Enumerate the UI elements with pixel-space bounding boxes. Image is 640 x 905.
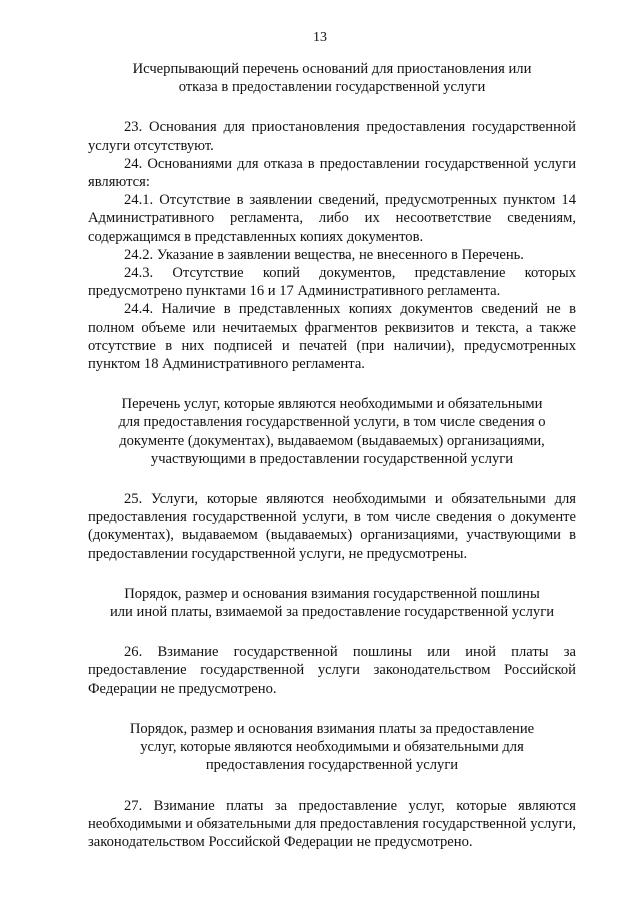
heading-line: документе (документах), выдаваемом (выдаваемых) организациями, [119,432,545,449]
heading-line: Исчерпывающий перечень оснований для приостановления или [132,61,532,77]
heading-line: Порядок, размер и основания взимания платы за предоставление [129,720,535,737]
section-heading-service-fee [88,720,576,775]
paragraph-27: 27. Взимание платы за предоставление услуг, которые являются необходимыми и обязательными для предоставления государственной услуги, законодательством Российской Федерации не предусмотрено. [88,797,576,850]
paragraph-24-1: 24.1. Отсутствие в заявлении сведений, предусмотренных пунктом 14 Административного регламента, либо их несоответствие сведениям, содержащимся в представленных копиях документов. [88,192,576,245]
heading-line: или иной платы, взимаемой за предоставление государственной услуги [109,604,555,621]
section-heading-required-services [88,395,576,468]
heading-line: Порядок, размер и основания взимания государственной пошлины [124,585,540,602]
document-body [88,60,576,851]
heading-line: отказа в предоставлении государственной услуги [178,79,486,96]
paragraph-26: 26. Взимание государственной пошлины или иной платы за предоставление государственной услуги законодательством Российской Федерации не предусмотрено. [88,644,576,697]
section-heading-refusal-grounds [88,60,576,96]
paragraph-24-4: 24.4. Наличие в представленных копиях документов сведений не в полном объеме или нечитаемых фрагментов реквизитов и текста, а также отсутствие в них подписей и печатей (при наличии), предусмотренных пунктом 18 Административного регламента. [88,301,576,373]
section-heading-state-fee [88,585,576,621]
paragraph-24: 24. Основаниями для отказа в предоставлении государственной услуги являются: [88,155,576,191]
heading-line: для предоставления государственной услуги, в том числе сведения о [118,414,546,431]
heading-line: предоставления государственной услуги [205,757,459,774]
paragraph-24-3: 24.3. Отсутствие копий документов, представление которых предусмотрено пунктами 16 и 17 Административного регламента. [88,265,576,300]
page-number: 13 [313,30,327,45]
heading-line: Перечень услуг, которые являются необходимыми и обязательными [121,396,543,413]
paragraph-23: 23. Основания для приостановления предоставления государственной услуги отсутствуют. [88,119,576,154]
paragraph-25: 25. Услуги, которые являются необходимыми и обязательными для предоставления государственной услуги, в том числе сведения о документе (документах), выдаваемом (выдаваемых) организациями, участвующими в предоставлении государственной услуги, не предусмотрены. [88,491,576,562]
paragraph-24-2: 24.2. Указание в заявлении вещества, не внесенного в Перечень. [124,246,524,263]
heading-line: участвующими в предоставлении государственной услуги [150,450,514,467]
heading-line: услуг, которые являются необходимыми и обязательными для [140,739,524,756]
